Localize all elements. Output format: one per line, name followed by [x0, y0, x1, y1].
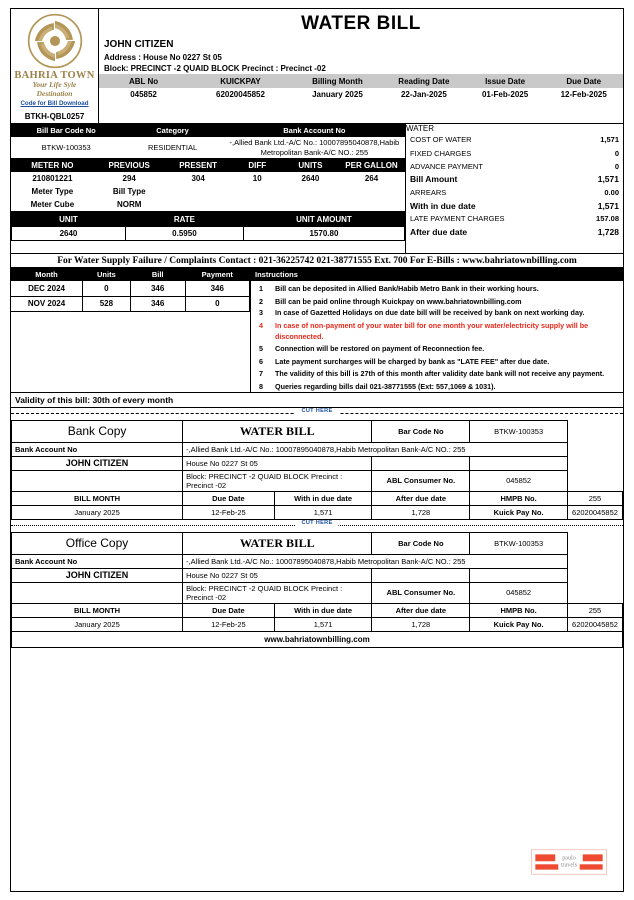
table-row: [12, 617, 623, 631]
unit-amount-wrapper: [11, 211, 405, 253]
table-row: [406, 212, 623, 225]
value-within-due-date: 1,571: [597, 200, 619, 211]
instruction-text: Late payment surcharges will be charged by bank as "LATE FEE" after due date.: [275, 356, 550, 366]
bank-copy-col-due-date: Due Date: [183, 491, 275, 505]
list-item: [251, 369, 623, 379]
bank-copy-barcode-value: BTKW-100353: [470, 420, 568, 442]
table-row: [12, 554, 623, 568]
account-summary-table: [99, 74, 623, 101]
value-arrears: 0.00: [604, 188, 619, 198]
label-arrears: ARREARS: [410, 188, 447, 198]
col-issue-date: Issue Date: [485, 76, 526, 86]
office-copy-col-after-due: After due date: [372, 603, 470, 617]
barcode-category-table: [11, 124, 405, 159]
list-item: [251, 382, 623, 392]
val-due-date: 12-Feb-2025: [560, 90, 607, 99]
validity-note: Validity of this bill: 30th of every month: [11, 392, 623, 408]
val-previous: 294: [122, 174, 136, 183]
office-copy-block: Block: PRECINCT -2 QUAID BLOCK Precinct : Precinct -02: [183, 582, 372, 603]
website-footer[interactable]: www.bahriatownbilling.com: [11, 632, 623, 648]
col-reading-date: Reading Date: [398, 76, 450, 86]
table-row: [12, 568, 623, 582]
office-copy-val-bill-month: January 2025: [12, 617, 183, 631]
office-copy-hmpb-value: 255: [567, 603, 622, 617]
table-row: [12, 470, 623, 491]
list-item: [251, 344, 623, 354]
bank-copy-abl-label: ABL Consumer No.: [372, 470, 470, 491]
table-row: [12, 456, 623, 470]
label-bill-type: Bill Type: [112, 187, 146, 196]
office-copy-address: House No 0227 St 05: [183, 568, 372, 582]
label-meter-type: Meter Type: [31, 187, 74, 196]
bank-account-line-2: Metropolitan Bank-A/C NO.: 255: [260, 147, 369, 157]
unit-spacer: [11, 241, 405, 253]
hist-r0-units: 0: [83, 281, 131, 296]
hist-r0-payment: 346: [185, 281, 249, 296]
col-rate: RATE: [125, 213, 243, 227]
label-late-payment-charges: LATE PAYMENT CHARGES: [410, 214, 505, 224]
instruction-number: 1: [259, 284, 263, 293]
table-row: [11, 198, 405, 211]
instruction-text: Bill can be paid online through Kuickpay on www.bahriatownbilling.com: [275, 297, 522, 307]
table-row: [12, 505, 623, 519]
table-row: [11, 137, 405, 158]
office-copy-val-due-date: 12-Feb-25: [183, 617, 275, 631]
bahria-town-mandala-icon: [27, 13, 83, 69]
val-billing-month: January 2025: [312, 90, 363, 99]
water-charges-panel: [406, 124, 623, 253]
col-hist-payment: Payment: [185, 268, 249, 281]
hist-r1-bill: 346: [130, 296, 185, 311]
office-copy-customer: JOHN CITIZEN: [12, 568, 183, 582]
bill-mid-section: [11, 124, 623, 253]
office-copy-blank-1: [372, 568, 470, 582]
instruction-number: 8: [259, 381, 263, 391]
water-panel-heading: WATER: [406, 124, 434, 134]
hist-r0-month: DEC 2024: [11, 281, 83, 296]
col-kuickpay: KUICKPAY: [220, 76, 261, 86]
contact-bar: For Water Supply Failure / Complaints Contact : 021-36225742 021-38771555 Ext. 700 For E-Bills : www.bahriatownbilling.com: [11, 253, 623, 268]
office-copy-account-value: -,Allied Bank Ltd.-A/C No.: 10007895040878,Habib Metropolitan Bank-A/C NO.: 255: [183, 554, 568, 568]
bank-copy-blank-2: [470, 456, 568, 470]
val-reading-date: 22-Jan-2025: [400, 90, 447, 99]
col-unit-amount: UNIT AMOUNT: [243, 213, 404, 227]
bank-copy-val-bill-month: January 2025: [12, 505, 183, 519]
bank-copy-account-label: Bank Account No: [12, 442, 183, 456]
label-after-due-date: After due date: [410, 227, 468, 238]
bank-copy-abl-value: 045852: [470, 470, 568, 491]
instructions-list: [251, 281, 623, 392]
table-row: [11, 172, 405, 185]
instruction-number: 2: [259, 297, 263, 307]
instruction-number: 4: [259, 321, 263, 331]
value-late-payment-charges: 157.08: [596, 214, 619, 224]
water-charges-table: [406, 133, 623, 239]
col-hist-units: Units: [83, 268, 131, 281]
table-header-row: [99, 74, 623, 88]
bank-copy-kuick-label: Kuick Pay No.: [470, 505, 568, 519]
instruction-number: 6: [259, 356, 263, 366]
table-row: [12, 442, 623, 456]
list-item: [251, 321, 623, 342]
table-row: [406, 173, 623, 186]
bank-copy-address: House No 0227 St 05: [183, 456, 372, 470]
val-bank-account-no: [224, 137, 405, 158]
bank-copy-customer: JOHN CITIZEN: [12, 456, 183, 470]
bank-copy-bill-title: WATER BILL: [183, 420, 372, 442]
label-advance-payment: ADVANCE PAYMENT: [410, 161, 483, 171]
table-row: [11, 185, 405, 198]
table-row: [99, 88, 623, 101]
office-copy-blank-3: [12, 582, 183, 603]
col-billing-month: Billing Month: [312, 76, 363, 86]
val-bill-bar-code-no: BTKW-100353: [11, 137, 121, 158]
hist-r1-payment: 0: [185, 296, 249, 311]
hist-r1-units: 528: [83, 296, 131, 311]
office-copy-col-within-due: With in due date: [274, 603, 372, 617]
bill-download-code-value: BTKH-QBL0257: [24, 112, 85, 122]
instruction-text: Queries regarding bills dail 021-38771555 (Ext: 557,1069 & 1031).: [275, 381, 496, 391]
val-units: 2640: [301, 174, 320, 183]
history-instructions-section: [11, 268, 623, 392]
bank-copy-block: Block: PRECINCT -2 QUAID BLOCK Precinct : Precinct -02: [183, 470, 372, 491]
office-copy-abl-value: 045852: [470, 582, 568, 603]
office-copy-account-label: Bank Account No: [12, 554, 183, 568]
bank-copy-hmpb-label: HMPB No.: [470, 491, 568, 505]
header-right: [99, 9, 623, 123]
val-meter-type: Meter Cube: [30, 200, 75, 209]
bill-sheet: [10, 8, 624, 892]
bank-copy-val-due-date: 12-Feb-25: [183, 505, 275, 519]
table-header-row: [11, 268, 250, 281]
val-rate: 0.5950: [125, 227, 243, 241]
office-copy-bill-title: WATER BILL: [183, 532, 372, 554]
list-item: [251, 297, 623, 307]
office-copy-blank-2: [470, 568, 568, 582]
col-abl-no: ABL No: [128, 76, 159, 86]
table-row: [406, 186, 623, 199]
office-copy-val-within-due: 1,571: [274, 617, 372, 631]
table-header-row: [11, 159, 405, 172]
col-bill-bar-code-no: Bill Bar Code No: [36, 126, 96, 136]
brand-tagline-1: Your Life Syle: [32, 80, 77, 89]
cut-here-label: CUT HERE: [296, 408, 339, 414]
table-row: [406, 226, 623, 239]
instruction-text: In case of non-payment of your water bill for one month your water/electricity supply will be disconnected.: [275, 321, 589, 341]
meter-reading-table: [11, 159, 405, 211]
instruction-text: Connection will be restored on payment of Reconnection fee.: [275, 344, 485, 354]
value-cost-of-water: 1,571: [600, 135, 619, 145]
customer-name: JOHN CITIZEN: [104, 39, 174, 50]
col-due-date: Due Date: [566, 76, 602, 86]
val-unit: 2640: [12, 227, 126, 241]
office-copy-col-due-date: Due Date: [183, 603, 275, 617]
bank-copy-col-within-due: With in due date: [274, 491, 372, 505]
label-bill-amount: Bill Amount: [410, 174, 458, 185]
bank-copy-barcode-label: Bar Code No: [372, 420, 470, 442]
instruction-number: 5: [259, 344, 263, 354]
col-units: UNITS: [298, 161, 323, 170]
hist-r0-bill: 346: [130, 281, 185, 296]
col-unit: UNIT: [12, 213, 126, 227]
col-present: PRESENT: [179, 161, 218, 170]
office-copy-table: [11, 532, 623, 632]
col-per-gallon: PER GALLON: [345, 161, 398, 170]
table-row: [12, 582, 623, 603]
label-fixed-charges: FIXED CHARGES: [410, 148, 472, 158]
unit-rate-table: [11, 212, 405, 241]
instruction-text: The validity of this bill is 27th of this month after validity date bank will not receive any payment.: [275, 369, 605, 379]
cut-here-divider-2: [11, 520, 623, 532]
col-category: Category: [156, 126, 189, 136]
cut-here-label: CUT HERE: [296, 520, 339, 526]
list-item: [251, 357, 623, 367]
label-within-due-date: With in due date: [410, 200, 476, 211]
office-copy-abl-label: ABL Consumer No.: [372, 582, 470, 603]
table-row: [406, 160, 623, 173]
col-bank-account-no: Bank Account No: [283, 126, 346, 136]
office-copy-kuick-value: 62020045852: [567, 617, 622, 631]
office-copy-barcode-value: BTKW-100353: [470, 532, 568, 554]
value-bill-amount: 1,571: [597, 174, 619, 185]
bank-copy-blank-1: [372, 456, 470, 470]
brand-tagline-2: Destination: [36, 88, 73, 98]
val-unit-amount: 1570.80: [243, 227, 404, 241]
bank-copy-val-within-due: 1,571: [274, 505, 372, 519]
table-header-row: [11, 124, 405, 137]
bank-copy-title: Bank Copy: [12, 420, 183, 442]
instructions-panel: [251, 268, 623, 392]
list-item: [251, 284, 623, 294]
val-bill-type: NORM: [116, 200, 142, 209]
val-category: RESIDENTIAL: [121, 137, 223, 158]
bank-copy-table: [11, 420, 623, 520]
instruction-text: In case of Gazetted Holidays on due date bill will be received by bank on next working day.: [275, 307, 585, 317]
col-hist-bill: Bill: [130, 268, 185, 281]
table-row: [406, 133, 623, 146]
bill-download-code-label[interactable]: Code for Bill Download: [20, 100, 89, 108]
bank-copy-account-value: -,Allied Bank Ltd.-A/C No.: 10007895040878,Habib Metropolitan Bank-A/C NO.: 255: [183, 442, 568, 456]
col-diff: DIFF: [248, 161, 267, 170]
bank-account-line-1: -,Allied Bank Ltd.-A/C No.: 10007895040878,Habib: [229, 138, 400, 148]
office-copy-title: Office Copy: [12, 532, 183, 554]
bank-copy-blank-3: [12, 470, 183, 491]
paulo-travels-logo-icon: [529, 849, 609, 875]
val-kuickpay: 62020045852: [216, 90, 265, 99]
table-row: [406, 199, 623, 212]
table-row: [11, 296, 250, 311]
bill-header: [11, 9, 623, 124]
office-copy-barcode-label: Bar Code No: [372, 532, 470, 554]
table-row: [406, 146, 623, 159]
brand-name: BAHRIA TOWN: [14, 70, 95, 81]
table-header-row: [12, 213, 405, 227]
page-title: WATER BILL: [301, 13, 421, 34]
label-cost-of-water: COST OF WATER: [410, 135, 472, 145]
table-row: [12, 420, 623, 442]
hist-r1-month: NOV 2024: [11, 296, 83, 311]
instruction-number: 3: [259, 307, 263, 317]
val-abl-no: 045852: [130, 90, 157, 99]
instructions-heading: Instructions: [251, 268, 623, 281]
office-copy-kuick-label: Kuick Pay No.: [470, 617, 568, 631]
payment-history-table: [11, 268, 250, 312]
bank-copy-col-after-due: After due date: [372, 491, 470, 505]
table-row: [12, 603, 623, 617]
svg-text:travels: travels: [560, 862, 578, 869]
val-present: 304: [191, 174, 205, 183]
office-copy-val-after-due: 1,728: [372, 617, 470, 631]
cut-here-divider-1: [11, 408, 623, 420]
payment-history-panel: [11, 268, 251, 392]
list-item: [251, 308, 623, 318]
instruction-number: 7: [259, 369, 263, 379]
table-row: [11, 281, 250, 296]
customer-block: Block: PRECINCT -2 QUAID BLOCK Precinct : Precinct -02: [104, 64, 326, 73]
brand-logo-box: [11, 9, 99, 123]
val-meter-no: 210801221: [32, 174, 73, 183]
val-diff: 10: [252, 174, 262, 183]
customer-address: Address : House No 0227 St 05: [104, 53, 222, 62]
table-row: [12, 491, 623, 505]
value-after-due-date: 1,728: [597, 227, 619, 238]
table-row: [12, 227, 405, 241]
office-copy-hmpb-label: HMPB No.: [470, 603, 568, 617]
bank-copy-val-after-due: 1,728: [372, 505, 470, 519]
bank-copy-kuick-value: 62020045852: [567, 505, 622, 519]
col-previous: PREVIOUS: [108, 161, 150, 170]
value-fixed-charges: 0: [614, 148, 619, 158]
col-month: Month: [11, 268, 83, 281]
value-advance-payment: 0: [614, 161, 619, 171]
val-issue-date: 01-Feb-2025: [481, 90, 529, 99]
mid-left: [11, 124, 406, 253]
val-per-gallon: 264: [364, 174, 379, 183]
bank-copy-hmpb-value: 255: [567, 491, 622, 505]
instruction-text: Bill can be deposited in Allied Bank/Habib Metro Bank in their working hours.: [275, 284, 539, 293]
col-meter-no: METER NO: [31, 161, 74, 170]
table-row: [12, 532, 623, 554]
svg-text:paulo: paulo: [562, 855, 576, 862]
bank-copy-col-bill-month: BILL MONTH: [12, 491, 183, 505]
office-copy-col-bill-month: BILL MONTH: [12, 603, 183, 617]
